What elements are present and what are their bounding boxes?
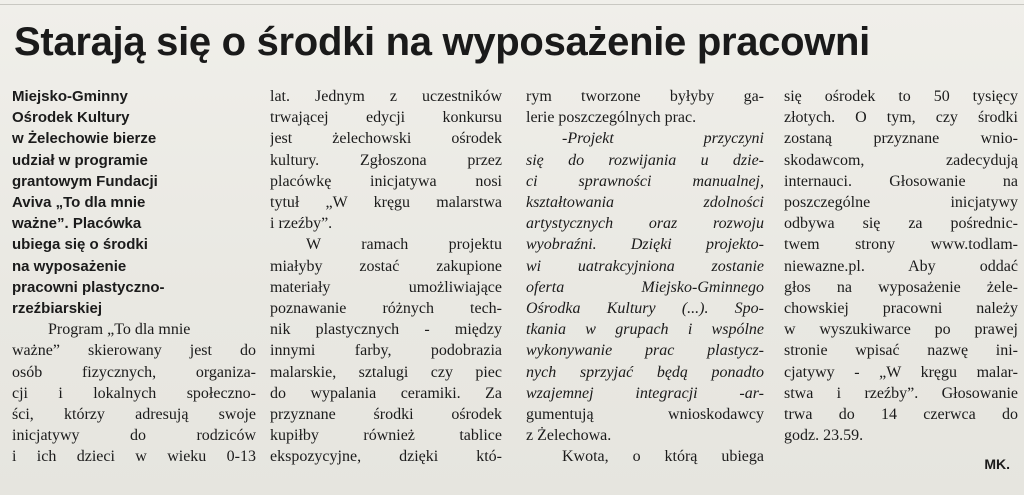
top-rule: [0, 4, 1024, 5]
body-line: i rzeźby”.: [270, 215, 333, 233]
body-line: godz. 23.59.: [784, 427, 864, 445]
lead-line: grantowym Fundacji: [12, 172, 158, 190]
body-line: w wyszukiwarce po prawej: [784, 321, 1018, 339]
article-lead: [12, 86, 256, 319]
body-line: przyznane środki ośrodek: [270, 406, 502, 424]
body-line: tytuł „W kręgu malarstwa: [270, 194, 502, 212]
body-line: placówkę inicjatywa nosi: [270, 172, 502, 190]
body-line: odbywa się za pośrednic-: [784, 215, 1018, 233]
body-line: kupiłby również tablice: [270, 427, 502, 445]
body-line: poszczególne inicjatywy: [784, 194, 1018, 212]
body-line: trwa do 14 czerwca do: [784, 406, 1018, 424]
quote-line: tkania w grupach i wspólne: [526, 321, 764, 339]
quote-line: Ośrodka Kultury (...). Spo-: [526, 300, 764, 318]
body-line: twem strony www.todlam-: [784, 236, 1018, 254]
article-headline: Starają się o środki na wyposażenie pracowni: [14, 20, 870, 64]
lead-line: Ośrodek Kultury: [12, 109, 130, 127]
lead-line: Aviva „To dla mnie: [12, 194, 146, 212]
body-line: niewazne.pl. Aby oddać: [784, 257, 1018, 275]
body-line: ści, którzy adresują swoje: [12, 406, 256, 424]
quote-line: się do rozwijania u dzie-: [526, 151, 764, 169]
body-line: ekspozycyjne, dzięki któ-: [270, 448, 502, 466]
body-line: internauci. Głosowanie na: [784, 172, 1018, 190]
body-line: materiały umożliwiające: [270, 278, 502, 296]
body-paragraph: [12, 319, 256, 467]
body-line: chowskiej pracowni należy: [784, 300, 1018, 318]
lead-line: rzeźbiarskiej: [12, 300, 103, 318]
body-line: jest żelechowski ośrodek: [270, 130, 502, 148]
author-signature: MK.: [984, 456, 1010, 472]
quote-line: wzajemnej integracji -ar-: [526, 384, 764, 402]
body-line: inicjatywy do rodziców: [12, 427, 256, 445]
body-line: miałyby zostać zakupione: [270, 257, 502, 275]
body-line: z Żelechowa.: [526, 427, 612, 445]
body-line: cjatywy - „W kręgu malar-: [784, 363, 1018, 381]
body-line: poznawanie różnych tech-: [270, 300, 502, 318]
column-1: [12, 86, 256, 468]
body-line: cji i lokalnych społeczno-: [12, 384, 256, 402]
body-line: Kwota, o którą ubiega: [562, 448, 764, 466]
quote-line: wyobraźni. Dzięki projekto-: [526, 236, 764, 254]
column-3: [526, 86, 764, 468]
body-line: się ośrodek to 50 tysięcy: [784, 88, 1018, 105]
body-line: do wypalania ceramiki. Za: [270, 384, 502, 402]
lead-line: na wyposażenie: [12, 257, 127, 275]
body-line: osób fizycznych, organiza-: [12, 363, 256, 381]
body-line: skodawcom, zadecydują: [784, 151, 1018, 169]
body-line: stwa i rzeźby”. Głosowanie: [784, 384, 1018, 402]
quote-line: oferta Miejsko-Gminnego: [526, 278, 764, 296]
quote-line: wi uatrakcyjniona zostanie: [526, 257, 764, 275]
quote-line: kształtowania zdolności: [526, 194, 764, 212]
body-line: lerie poszczególnych prac.: [526, 109, 697, 127]
body-line: Program „To dla mnie: [48, 321, 191, 339]
column-2: [270, 86, 502, 468]
body-line: gumentują wnioskodawcy: [526, 406, 764, 424]
body-line: kultury. Zgłoszona przez: [270, 151, 502, 169]
lead-line: ważne”. Placówka: [12, 215, 142, 233]
column-4: [784, 86, 1018, 446]
quote-line: -Projekt przyczyni: [562, 130, 764, 148]
body-line: W ramach projektu: [306, 236, 502, 254]
lead-line: w Żelechowie bierze: [12, 130, 157, 148]
body-line: nik plastycznych - między: [270, 321, 502, 339]
body-line: zostaną przyznane wnio-: [784, 130, 1018, 148]
body-line: malarskie, sztalugi czy piec: [270, 363, 502, 381]
quote-line: nych sprzyjać będą ponadto: [526, 363, 764, 381]
lead-line: udział w programie: [12, 151, 148, 169]
body-line: głos na wyposażenie żele-: [784, 278, 1018, 296]
lead-line: Miejsko-Gminny: [12, 88, 128, 105]
lead-line: pracowni plastyczno-: [12, 278, 165, 296]
body-line: trwającej edycji konkursu: [270, 109, 502, 127]
body-line: złotych. O tym, czy środki: [784, 109, 1018, 127]
body-line: ważne” skierowany jest do: [12, 342, 256, 360]
lead-line: ubiega się o środki: [12, 236, 148, 254]
body-line: innymi farby, podobrazia: [270, 342, 502, 360]
body-line: stronie wpisać nazwę ini-: [784, 342, 1018, 360]
quote-line: artystycznych oraz rozwoju: [526, 215, 764, 233]
quote-line: wykonywanie prac plastycz-: [526, 342, 764, 360]
quote-line: ci sprawności manualnej,: [526, 172, 764, 190]
body-line: rym tworzone byłyby ga-: [526, 88, 764, 105]
body-line: i ich dzieci w wieku 0-13: [12, 448, 256, 466]
body-line: lat. Jednym z uczestników: [270, 88, 502, 105]
